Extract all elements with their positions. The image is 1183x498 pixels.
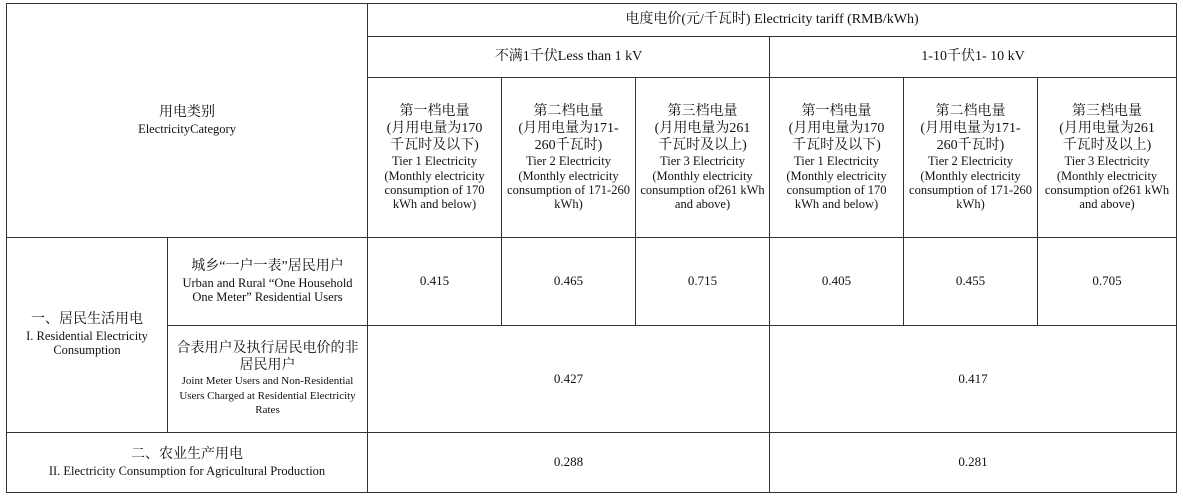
tier-header-3-low <box>636 78 770 238</box>
tariff-title-cell <box>368 4 1177 37</box>
urban-rural-users-en: Urban and Rural “One Household One Meter” Residential Users <box>182 275 353 304</box>
price-cell: 0.405 <box>770 238 904 326</box>
residential-category-cell <box>7 238 168 433</box>
agricultural-category-en: II. Electricity Consumption for Agricultural Production <box>48 463 326 478</box>
tier-header-zh: 第二档电量 (月用电量为171- 260千瓦时) <box>518 104 619 154</box>
category-header-en: ElectricityCategory <box>138 121 236 136</box>
category-header-zh: 用电类别 <box>159 104 215 120</box>
tier-header-zh: 第三档电量 (月用电量为261 千瓦时及以上) <box>654 104 751 154</box>
electricity-tariff-table <box>6 3 1177 493</box>
voltage-group-low <box>368 37 770 78</box>
residential-category-zh: 一、居民生活用电 <box>31 312 143 328</box>
joint-meter-users-zh: 合表用户及执行居民电价的非居民用户 <box>176 340 359 373</box>
tier-header-zh: 第一档电量 (月用电量为170 千瓦时及以下) <box>386 104 483 154</box>
tier-header-2-high <box>904 78 1038 238</box>
voltage-group-high <box>770 37 1177 78</box>
tier-header-zh: 第一档电量 (月用电量为170 千瓦时及以下) <box>788 104 885 154</box>
voltage-group-low-label: 不满1千伏Less than 1 kV <box>494 48 643 64</box>
price-cell: 0.415 <box>368 238 502 326</box>
agricultural-category-cell <box>7 433 368 493</box>
tier-header-en: Tier 3 Electricity (Monthly electricity consumption of261 kWh and above) <box>1044 154 1170 212</box>
price-cell: 0.417 <box>770 326 1177 433</box>
price-cell: 0.288 <box>368 433 770 493</box>
tier-header-en: Tier 1 Electricity (Monthly electricity consumption of 170 kWh and below) <box>384 154 485 212</box>
category-header-cell <box>7 4 368 238</box>
joint-meter-users-cell <box>168 326 368 433</box>
price-cell: 0.465 <box>502 238 636 326</box>
price-cell: 0.427 <box>368 326 770 433</box>
tier-header-en: Tier 1 Electricity (Monthly electricity consumption of 170 kWh and below) <box>786 154 887 212</box>
tier-header-en: Tier 2 Electricity (Monthly electricity consumption of 171-260 kWh) <box>507 154 630 212</box>
tier-header-2-low <box>502 78 636 238</box>
urban-rural-users-zh: 城乡“一户一表”居民用户 <box>191 258 344 274</box>
tariff-title: 电度电价(元/千瓦时) Electricity tariff (RMB/kWh) <box>625 11 919 27</box>
joint-meter-users-en: Joint Meter Users and Non-Residential Users Charged at Residential Electricity Rates <box>179 375 356 416</box>
price-cell: 0.705 <box>1038 238 1177 326</box>
urban-rural-users-cell <box>168 238 368 326</box>
tier-header-1-low <box>368 78 502 238</box>
price-cell: 0.281 <box>770 433 1177 493</box>
price-cell: 0.715 <box>636 238 770 326</box>
tier-header-zh: 第二档电量 (月用电量为171- 260千瓦时) <box>920 104 1021 154</box>
tier-header-en: Tier 2 Electricity (Monthly electricity consumption of 171-260 kWh) <box>909 154 1032 212</box>
price-cell: 0.455 <box>904 238 1038 326</box>
tier-header-zh: 第三档电量 (月用电量为261 千瓦时及以上) <box>1059 104 1155 154</box>
tier-header-3-high <box>1038 78 1177 238</box>
voltage-group-high-label: 1-10千伏1- 10 kV <box>921 48 1025 64</box>
residential-category-en: I. Residential Electricity Consumption <box>26 329 148 358</box>
tier-header-en: Tier 3 Electricity (Monthly electricity consumption of261 kWh and above) <box>640 154 765 212</box>
agricultural-category-zh: 二、农业生产用电 <box>131 446 243 462</box>
tier-header-1-high <box>770 78 904 238</box>
